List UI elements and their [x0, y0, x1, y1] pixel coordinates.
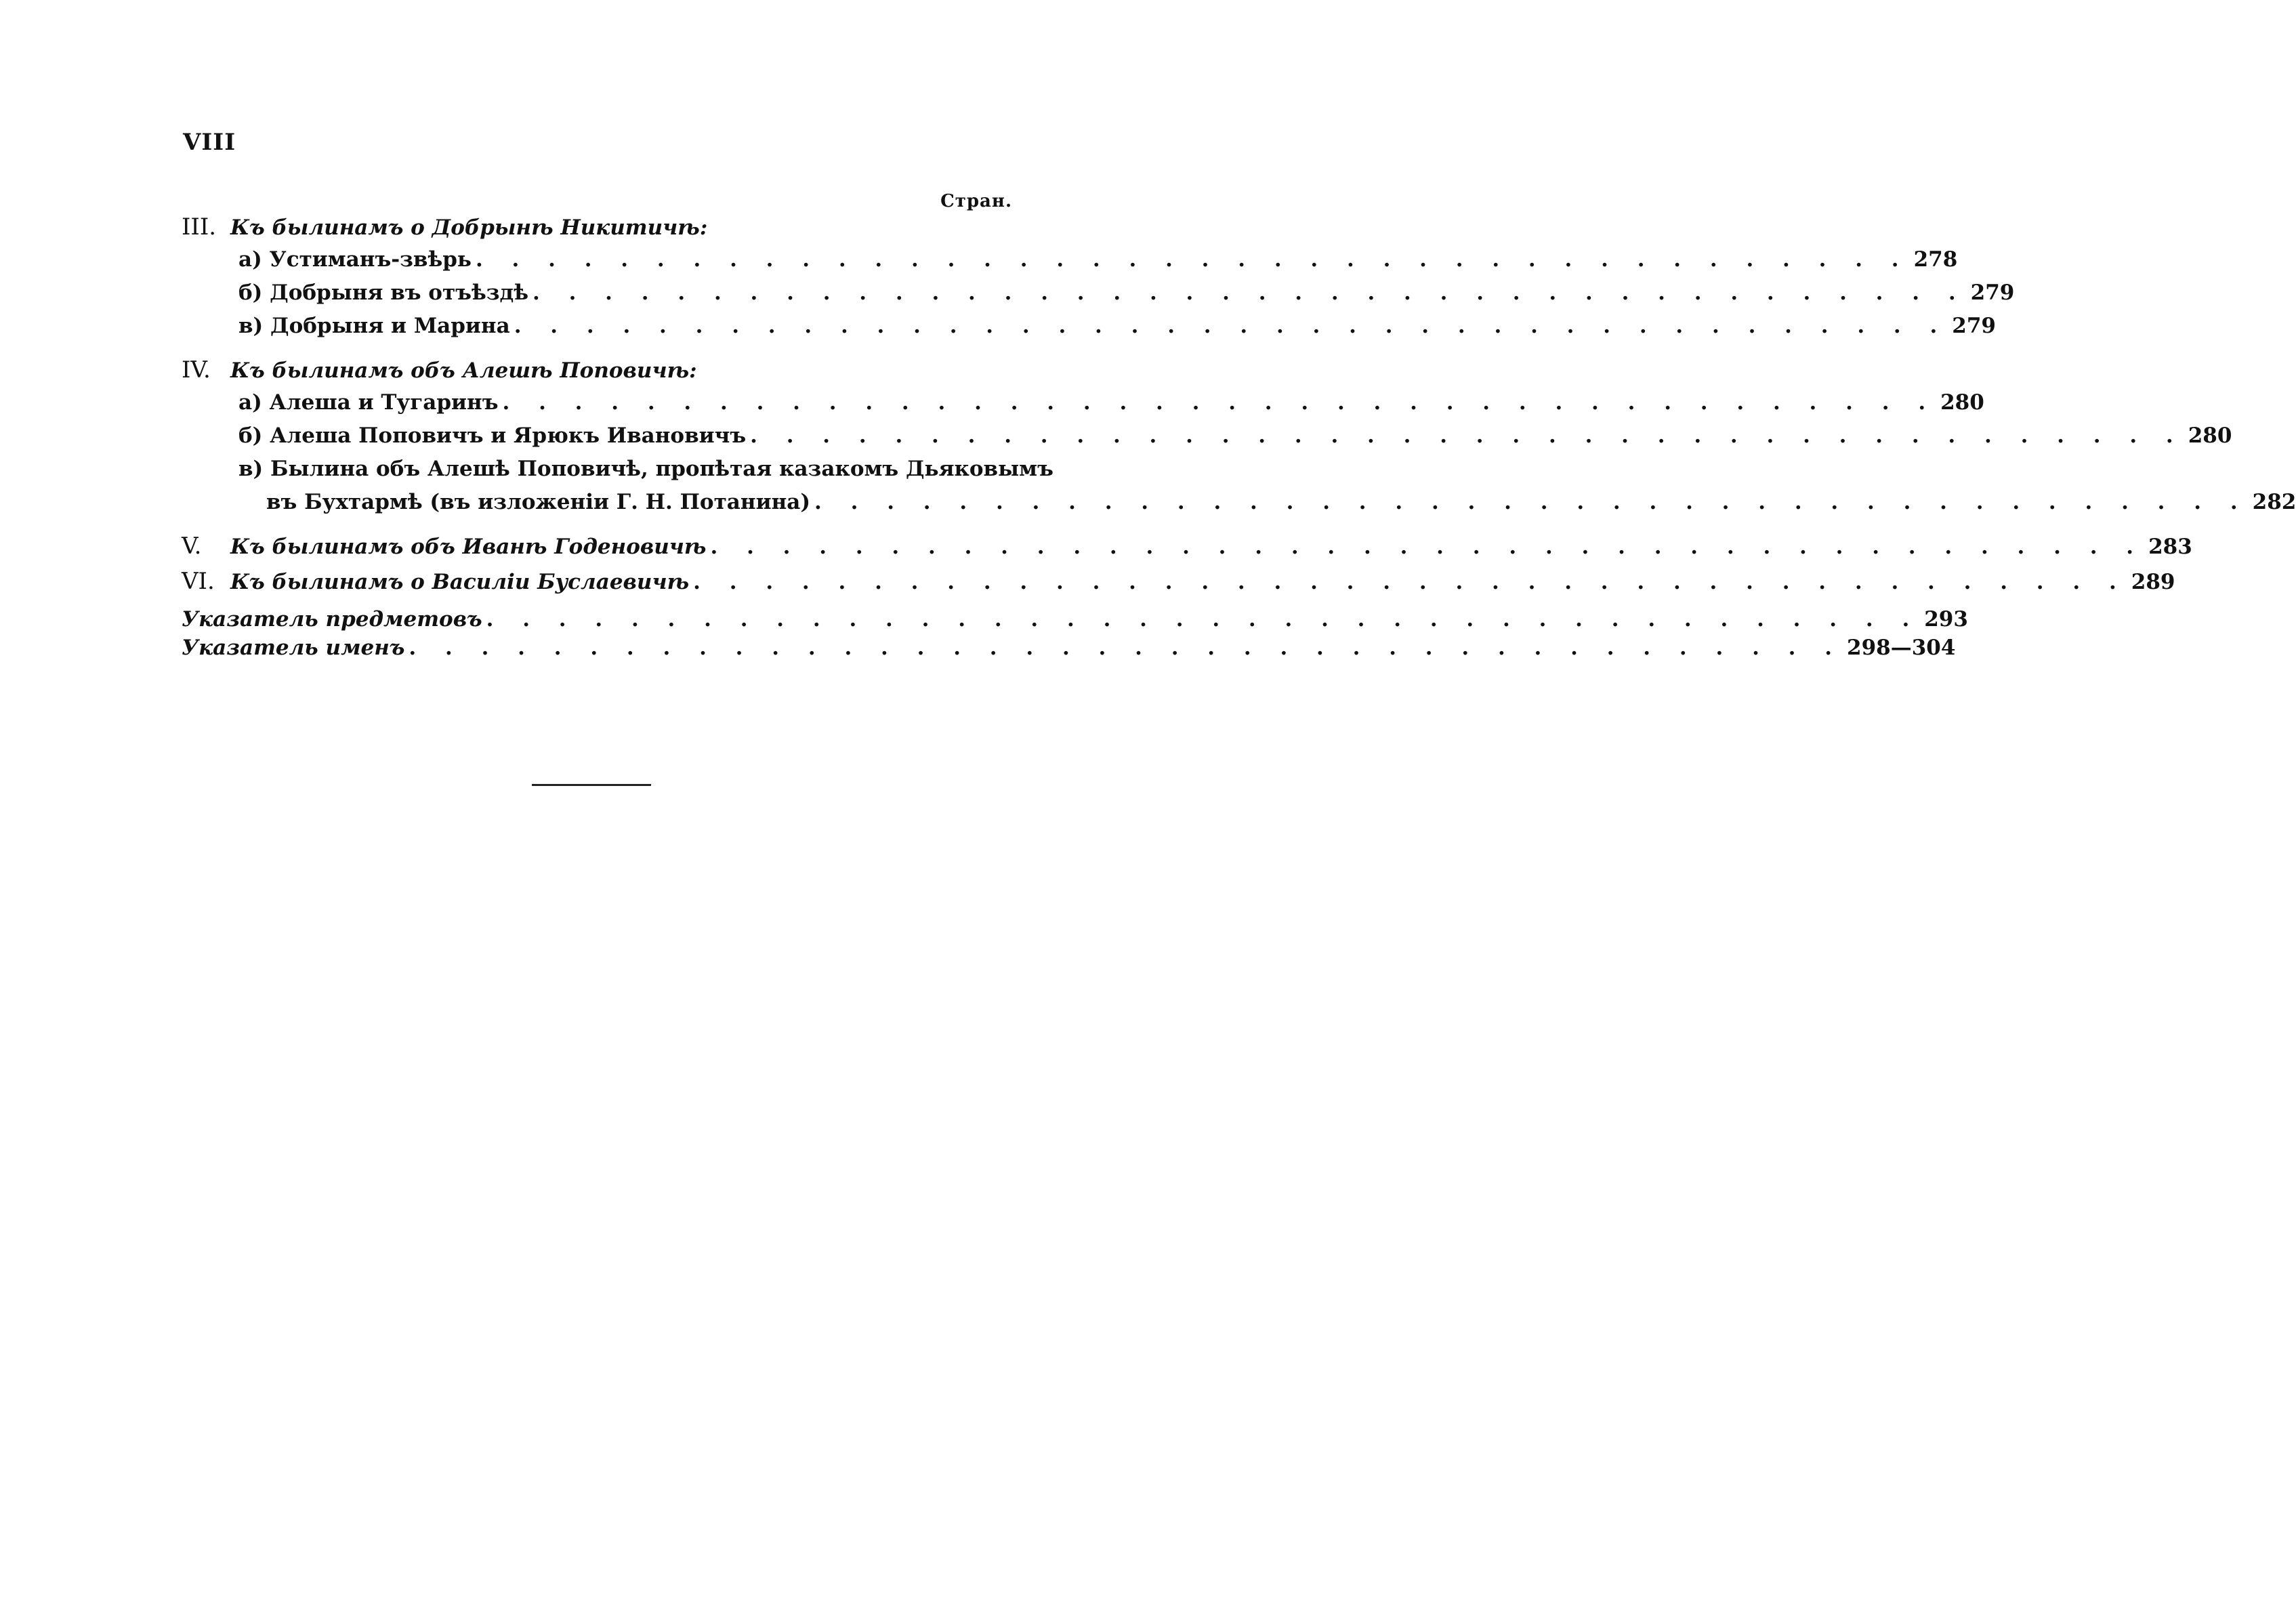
entry-page: 279 — [1952, 314, 1997, 338]
entry-page: 280 — [2188, 423, 2232, 448]
entry-label-continuation: въ Бухтармѣ (въ изложеніи Г. Н. Потанина) — [266, 490, 811, 514]
entry-label-first-line: в) Былина объ Алешѣ Поповичѣ, пропѣтая казакомъ Дьяковымъ — [238, 457, 1053, 481]
dot-leader: . . . . . . . . . . . . . . . . . . . . . . . . . . . . . . . . . . . . . . . . — [486, 607, 1921, 632]
entry-page: 293 — [1924, 607, 1968, 632]
entry-label: б) Добрыня въ отъѣздѣ — [238, 281, 529, 305]
toc-section-iii — [182, 213, 2015, 347]
dot-leader: . . . . . . . . . . . . . . . . . . . . . . . . . . . . . . . . . . . . . . . . — [502, 390, 1937, 415]
entry-label: в) Добрыня и Марина — [238, 314, 510, 338]
entry-page: 283 — [2148, 535, 2192, 559]
dot-leader: . . . . . . . . . . . . . . . . . . . . . . . . . . . . . . . . . . . . . . . . — [409, 636, 1843, 660]
entry-page: 289 — [2131, 570, 2175, 594]
toc-entry — [182, 490, 2296, 523]
entry-label: б) Алеша Поповичъ и Ярюкъ Ивановичъ — [238, 423, 747, 448]
section-title: Къ былинамъ о Добрынѣ Никитичѣ: — [230, 215, 708, 240]
table-of-contents — [182, 213, 2296, 664]
toc-entry — [182, 281, 2015, 314]
dot-leader: . . . . . . . . . . . . . . . . . . . . . . . . . . . . . . . . . . . . . . . . — [475, 247, 1910, 272]
dot-leader: . . . . . . . . . . . . . . . . . . . . . . . . . . . . . . . . . . . . . . . . — [693, 570, 2127, 594]
toc-section-iv — [182, 356, 2296, 523]
dot-leader: . . . . . . . . . . . . . . . . . . . . . . . . . . . . . . . . . . . . . . . . — [514, 314, 1948, 338]
section-numeral: III. — [182, 213, 217, 241]
entry-page: 282 — [2252, 490, 2296, 514]
index-title: Указатель именъ — [182, 636, 405, 660]
section-heading — [182, 356, 1007, 390]
section-heading — [182, 213, 1007, 247]
end-rule — [532, 784, 651, 786]
entry-label: а) Алеша и Тугаринъ — [238, 390, 499, 415]
dot-leader: . . . . . . . . . . . . . . . . . . . . . . . . . . . . . . . . . . . . . . . . — [710, 535, 2145, 559]
toc-entry — [182, 423, 2232, 457]
section-numeral: IV. — [182, 356, 211, 384]
toc-entry — [182, 636, 1956, 664]
toc-entry — [182, 533, 2192, 566]
section-title: Къ былинамъ о Василіи Буслаевичѣ — [230, 570, 690, 594]
toc-entry — [182, 247, 1958, 281]
entry-page: 298—304 — [1847, 636, 1956, 660]
dot-leader: . . . . . . . . . . . . . . . . . . . . . . . . . . . . . . . . . . . . . . . . — [814, 490, 2249, 514]
toc-section-vi — [182, 568, 2175, 602]
entry-page: 278 — [1913, 247, 1958, 272]
entry-page: 279 — [1970, 281, 2015, 305]
toc-entry — [182, 314, 1997, 347]
section-title: Къ былинамъ объ Алешѣ Поповичѣ: — [230, 358, 697, 383]
toc-entry — [182, 607, 1968, 636]
section-numeral: VI. — [182, 568, 215, 595]
page-column-header: Стран. — [940, 191, 1012, 211]
section-numeral: V. — [182, 533, 202, 560]
dot-leader: . . . . . . . . . . . . . . . . . . . . . . . . . . . . . . . . . . . . . . . . — [533, 281, 1967, 305]
page-number: VIII — [183, 129, 236, 156]
toc-entry — [182, 568, 2175, 602]
section-title: Къ былинамъ объ Иванѣ Годеновичѣ — [230, 535, 707, 559]
index-title: Указатель предметовъ — [182, 607, 482, 632]
entry-page: 280 — [1940, 390, 1984, 415]
toc-entry — [182, 390, 1984, 423]
entry-label: а) Устиманъ-звѣрь — [238, 247, 472, 272]
dot-leader: . . . . . . . . . . . . . . . . . . . . . . . . . . . . . . . . . . . . . . . . — [750, 423, 2184, 448]
toc-section-v — [182, 533, 2192, 566]
